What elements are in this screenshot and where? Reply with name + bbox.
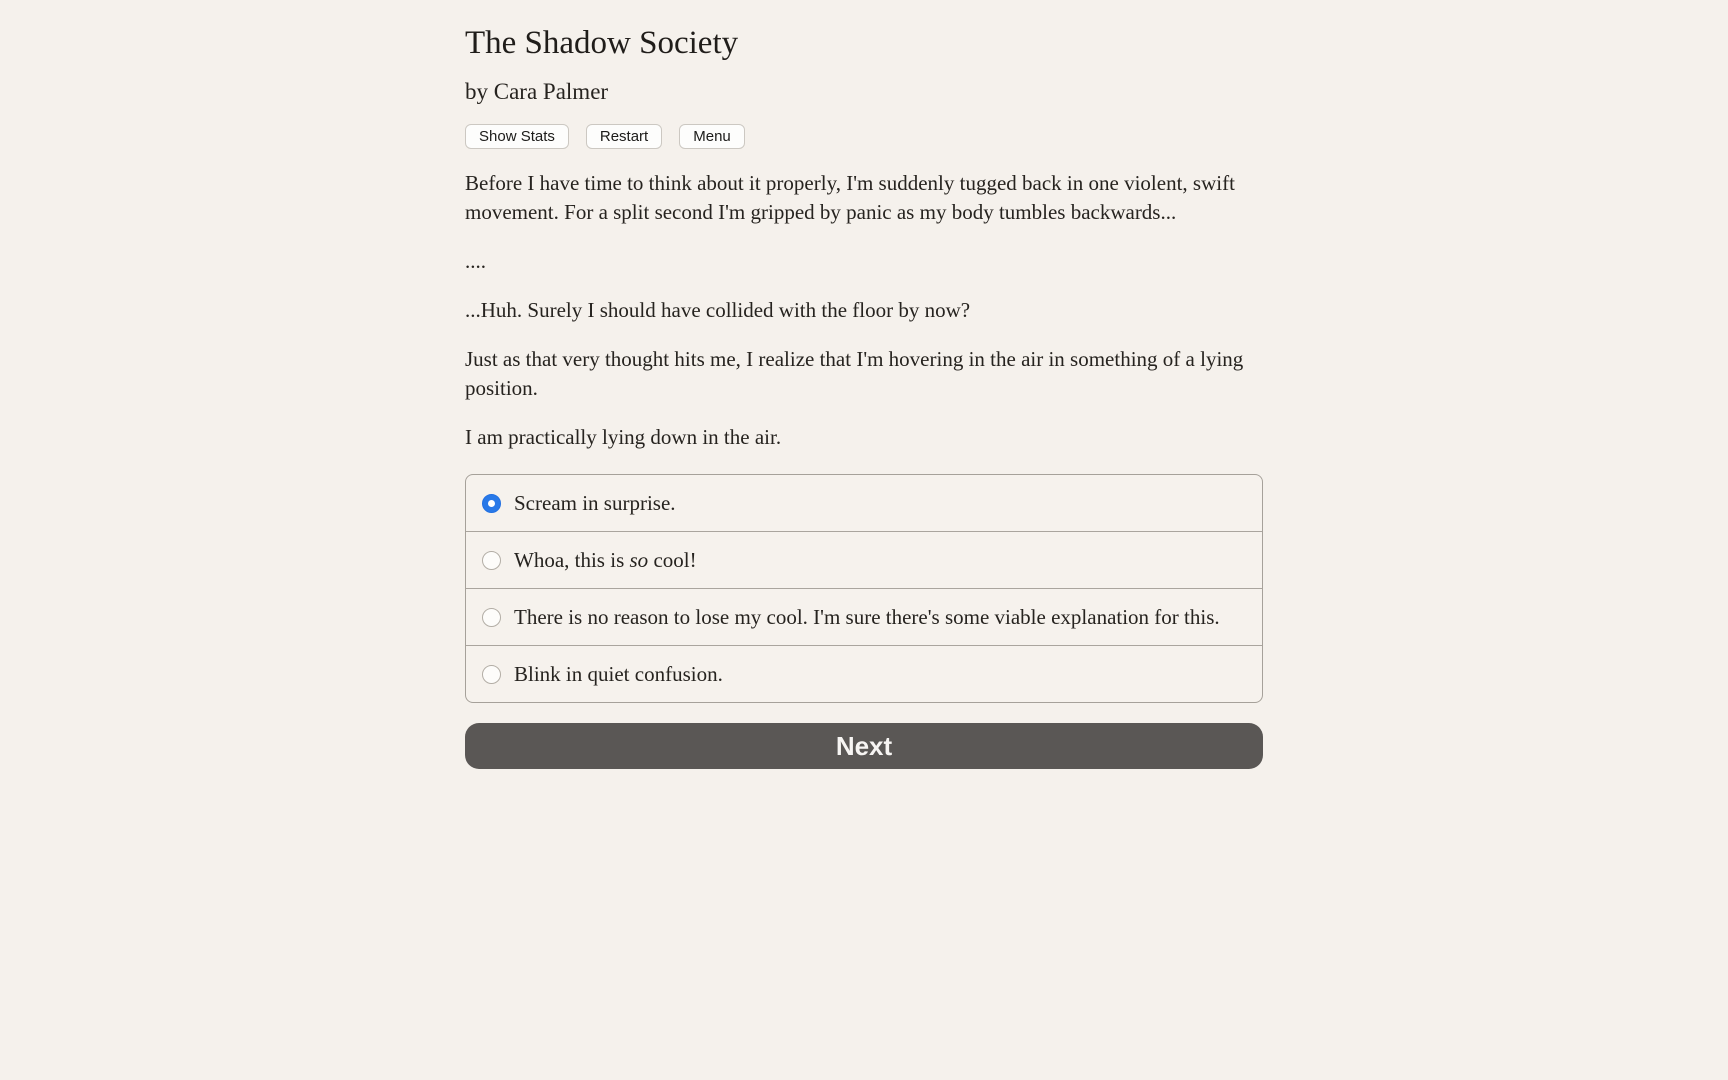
author-byline: by Cara Palmer — [465, 79, 609, 104]
choice-option[interactable] — [466, 588, 1262, 645]
radio-button-icon[interactable] — [482, 608, 501, 627]
next-button[interactable]: Next — [465, 723, 1263, 769]
story-paragraph: .... — [465, 249, 486, 273]
choice-label: There is no reason to lose my cool. I'm sure there's some viable explanation for this. — [514, 604, 1220, 629]
choice-option[interactable] — [466, 475, 1262, 531]
radio-button-icon[interactable] — [482, 494, 501, 513]
choice-label: Whoa, this is so cool! — [514, 547, 697, 572]
story-paragraph: Just as that very thought hits me, I realize that I'm hovering in the air in something of a lying position. — [465, 347, 1244, 400]
radio-button-icon[interactable] — [482, 551, 501, 570]
show-stats-button[interactable]: Show Stats — [465, 124, 569, 149]
story-paragraph: I am practically lying down in the air. — [465, 425, 782, 449]
story-paragraph: ...Huh. Surely I should have collided with the floor by now? — [465, 298, 971, 322]
story-text — [465, 169, 1263, 452]
story-paragraph: Before I have time to think about it properly, I'm suddenly tugged back in one violent, swift movement. For a split second I'm gripped by panic as my body tumbles backwards... — [465, 171, 1235, 224]
menu-button[interactable]: Menu — [679, 124, 745, 149]
choice-option[interactable] — [466, 645, 1262, 702]
toolbar — [465, 124, 1263, 149]
radio-button-icon[interactable] — [482, 665, 501, 684]
choice-option[interactable] — [466, 531, 1262, 588]
choice-label: Blink in quiet confusion. — [514, 661, 723, 686]
choice-list — [465, 474, 1263, 703]
restart-button[interactable]: Restart — [586, 124, 662, 149]
story-column — [465, 0, 1263, 769]
page-title: The Shadow Society — [465, 25, 739, 61]
choice-label: Scream in surprise. — [514, 490, 676, 515]
